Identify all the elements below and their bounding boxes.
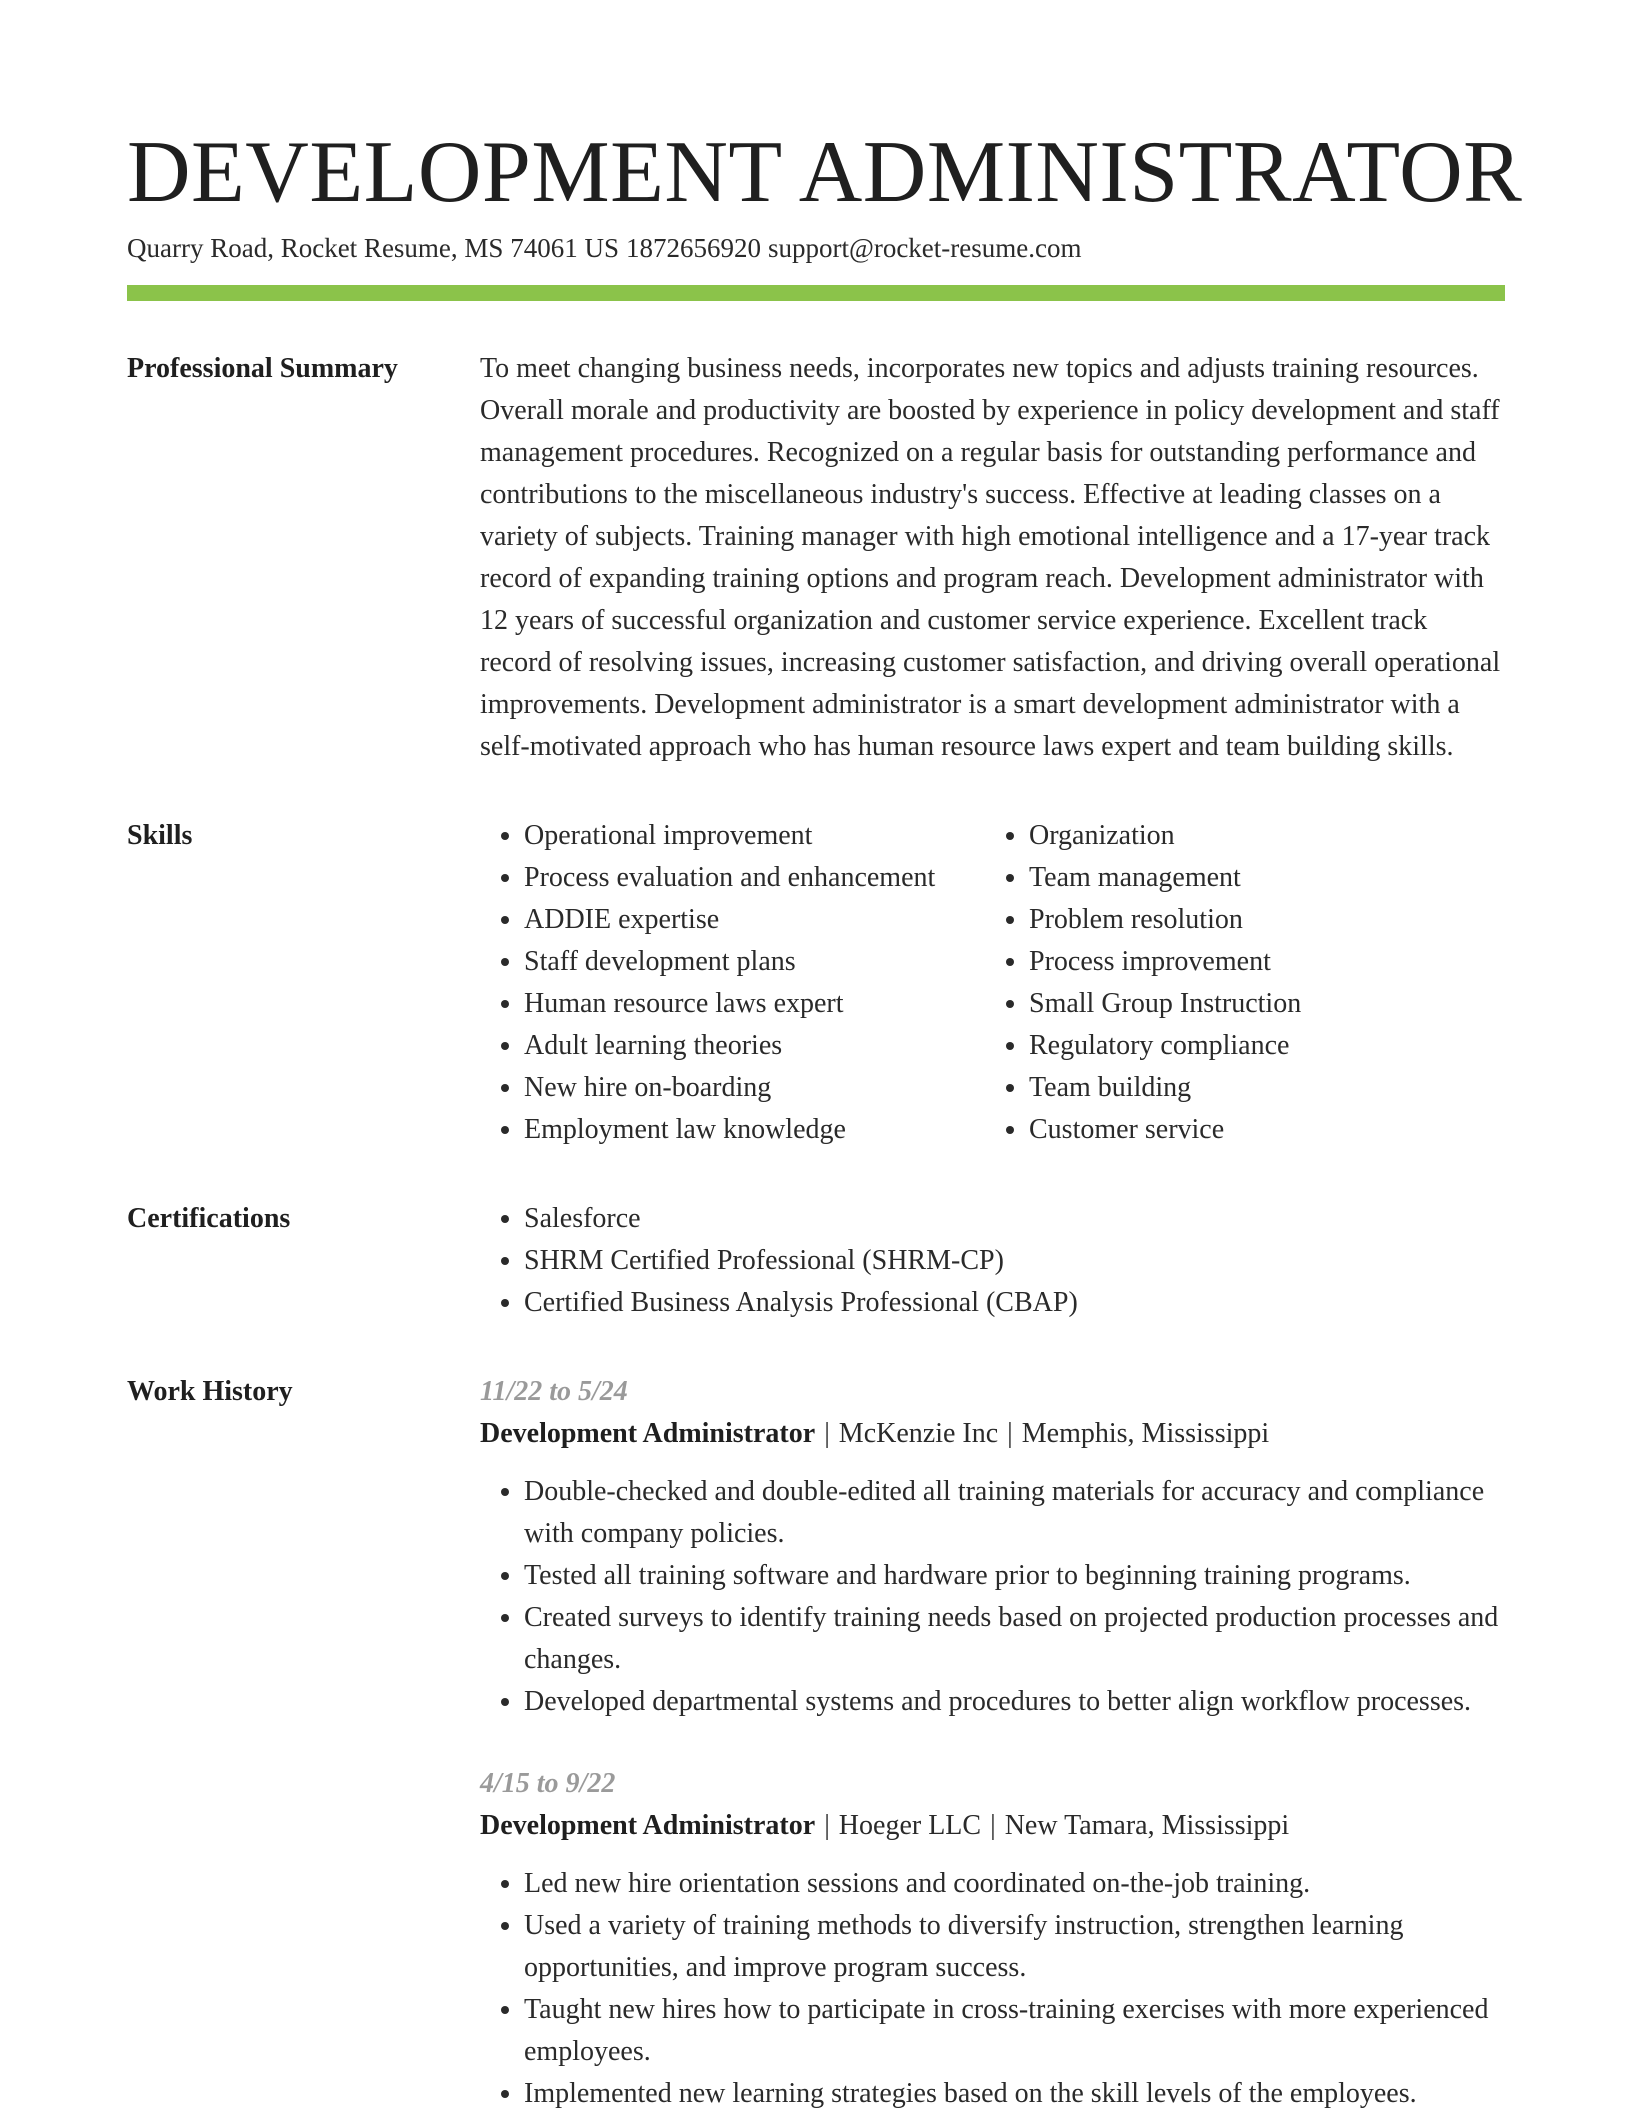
skill-item: • Employment law knowledge bbox=[524, 1109, 985, 1151]
job-title-line bbox=[480, 1805, 1505, 1847]
resume-name: DEVELOPMENT ADMINISTRATOR bbox=[127, 124, 1523, 221]
summary-text: To meet changing business needs, incorporates new topics and adjusts training resources. Overall morale and productivity are boosted by experience in policy development and staff management procedures. Recognized on a regular basis for outstanding performance and contributions to the miscellaneous industry's success. Effective at leading classes on a variety of subjects. Training manager with high emotional intelligence and a 17-year track record of expanding training options and program reach. Development administrator with 12 years of successful organization and customer service experience. Excellent track record of resolving issues, increasing customer satisfaction, and driving overall operational improvements. Development administrator is a smart development administrator with a self-motivated approach who has human resource laws expert and team building skills. bbox=[480, 353, 1501, 762]
job-entry bbox=[480, 1371, 1505, 1723]
contact-email: support@rocket-resume.com bbox=[767, 233, 1082, 263]
skills-list-left bbox=[480, 815, 985, 1151]
job-bullet: • Used a variety of training methods to diversify instruction, strengthen learning opportunities, and improve program success. bbox=[524, 1905, 1505, 1989]
work-history-body bbox=[480, 1374, 1505, 2115]
summary-body bbox=[480, 351, 1505, 768]
certification-item: • Certified Business Analysis Professional (CBAP) bbox=[524, 1282, 1505, 1324]
skill-item: • Regulatory compliance bbox=[1029, 1025, 1301, 1067]
job-entry bbox=[480, 1763, 1505, 2115]
skill-item: • Team building bbox=[1029, 1067, 1301, 1109]
job-location: Memphis, Mississippi bbox=[1021, 1418, 1270, 1449]
certification-item: • SHRM Certified Professional (SHRM-CP) bbox=[524, 1240, 1505, 1282]
skills-list-right bbox=[985, 815, 1301, 1151]
skill-item: • Adult learning theories bbox=[524, 1025, 985, 1067]
skill-item: • Operational improvement bbox=[524, 815, 985, 857]
skill-item: • Team management bbox=[1029, 857, 1301, 899]
contact-line bbox=[127, 230, 1505, 266]
job-dates: 4/15 to 9/22 bbox=[480, 1768, 616, 1799]
job-bullets bbox=[480, 1471, 1505, 1723]
section-title-work-history: Work History bbox=[127, 1376, 293, 1407]
certification-item: • Salesforce bbox=[524, 1198, 1505, 1240]
skill-item: • Problem resolution bbox=[1029, 899, 1301, 941]
job-separator: | bbox=[824, 1418, 830, 1449]
section-title-certifications: Certifications bbox=[127, 1203, 291, 1234]
certifications-body bbox=[480, 1201, 1505, 1324]
section-professional-summary bbox=[127, 351, 1505, 768]
accent-divider bbox=[127, 285, 1505, 301]
job-separator: | bbox=[1007, 1418, 1013, 1449]
skill-item: • ADDIE expertise bbox=[524, 899, 985, 941]
job-bullet: • Led new hire orientation sessions and coordinated on-the-job training. bbox=[524, 1863, 1505, 1905]
job-company: McKenzie Inc bbox=[838, 1418, 999, 1449]
job-bullet: • Double-checked and double-edited all training materials for accuracy and compliance with company policies. bbox=[524, 1471, 1505, 1555]
job-company: Hoeger LLC bbox=[838, 1810, 982, 1841]
skill-item: • Customer service bbox=[1029, 1109, 1301, 1151]
certifications-list bbox=[480, 1198, 1505, 1324]
job-bullet: • Developed departmental systems and procedures to better align workflow processes. bbox=[524, 1681, 1505, 1723]
job-separator: | bbox=[990, 1810, 996, 1841]
job-title: Development Administrator bbox=[480, 1810, 816, 1841]
job-dates: 11/22 to 5/24 bbox=[480, 1376, 628, 1407]
job-bullet: • Tested all training software and hardware prior to beginning training programs. bbox=[524, 1555, 1505, 1597]
skill-item: • Staff development plans bbox=[524, 941, 985, 983]
skills-body bbox=[480, 818, 1505, 1151]
section-title-summary: Professional Summary bbox=[127, 353, 398, 384]
job-location: New Tamara, Mississippi bbox=[1004, 1810, 1290, 1841]
job-title-line bbox=[480, 1413, 1505, 1455]
contact-address: Quarry Road, Rocket Resume, MS 74061 US bbox=[127, 233, 619, 263]
job-bullet: • Implemented new learning strategies based on the skill levels of the employees. bbox=[524, 2073, 1505, 2115]
contact-phone: 1872656920 bbox=[625, 233, 761, 263]
section-certifications bbox=[127, 1201, 1505, 1324]
job-separator: | bbox=[824, 1810, 830, 1841]
section-skills bbox=[127, 818, 1505, 1151]
section-work-history bbox=[127, 1374, 1505, 2115]
section-title-skills: Skills bbox=[127, 820, 193, 851]
resume-page bbox=[127, 118, 1523, 2115]
job-bullet: • Taught new hires how to participate in cross-training exercises with more experienced employees. bbox=[524, 1989, 1505, 2073]
skill-item: • Small Group Instruction bbox=[1029, 983, 1301, 1025]
job-bullet: • Created surveys to identify training needs based on projected production processes and changes. bbox=[524, 1597, 1505, 1681]
skill-item: • Organization bbox=[1029, 815, 1301, 857]
skill-item: • Process evaluation and enhancement bbox=[524, 857, 985, 899]
skill-item: • Human resource laws expert bbox=[524, 983, 985, 1025]
skill-item: • New hire on-boarding bbox=[524, 1067, 985, 1109]
job-bullets bbox=[480, 1863, 1505, 2115]
skill-item: • Process improvement bbox=[1029, 941, 1301, 983]
job-title: Development Administrator bbox=[480, 1418, 816, 1449]
